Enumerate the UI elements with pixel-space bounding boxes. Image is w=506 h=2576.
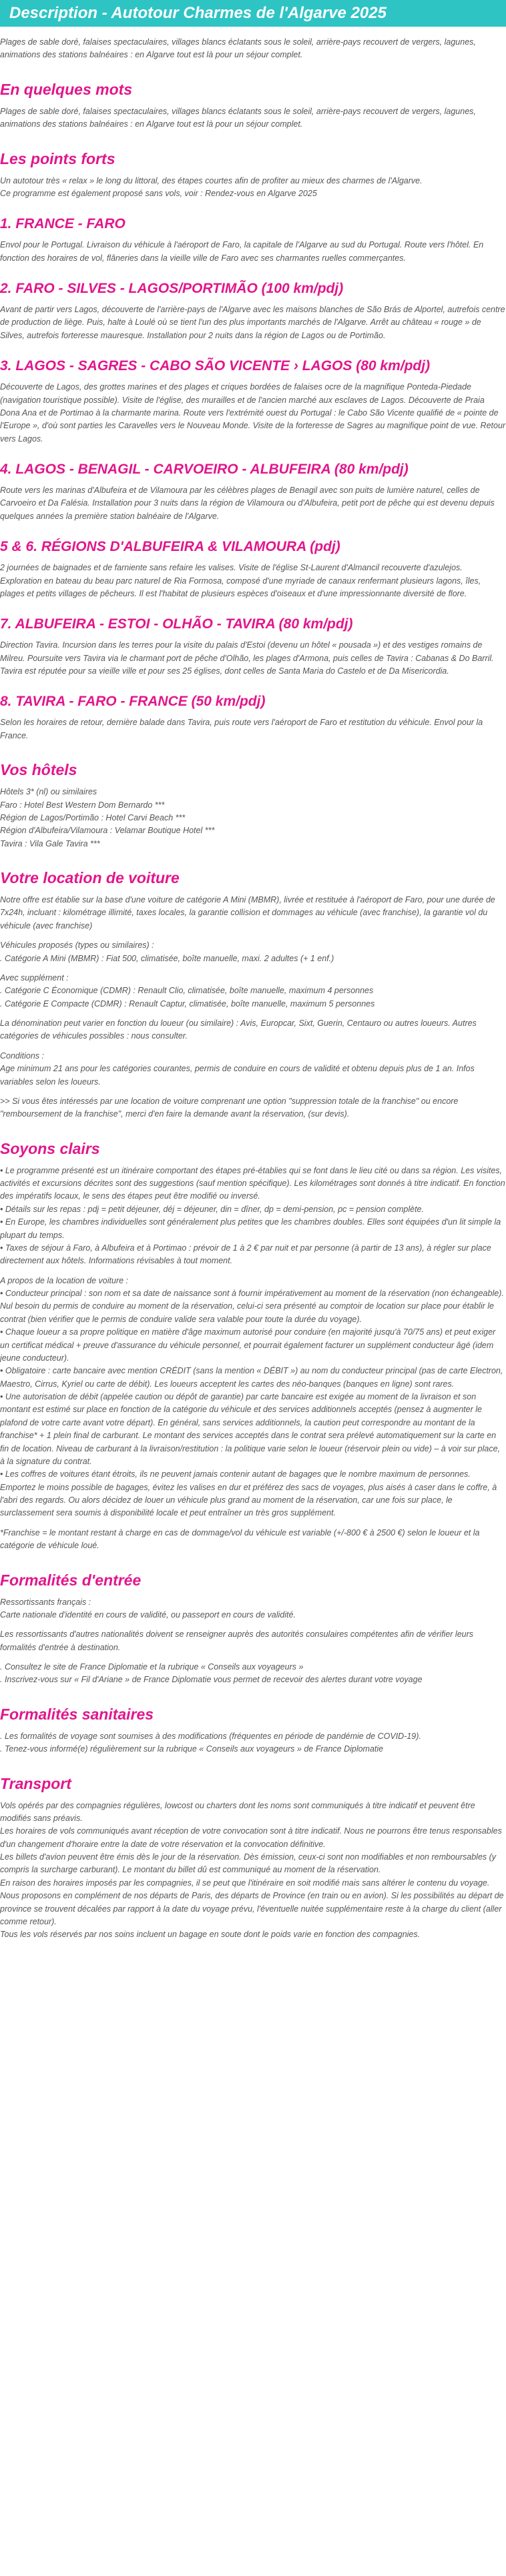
entry-paragraph	[0, 1596, 506, 1622]
transport-line: Tous les vols réservés par nos soins incluent un bagage en soute dont le poids varie en fonction des compagnies.	[0, 1930, 421, 1940]
day-heading: 3. LAGOS - SAGRES - CABO SÃO VICENTE › LAGOS (80 km/pdj)	[0, 358, 431, 374]
day-heading: 1. FRANCE - FARO	[0, 216, 125, 232]
car-heading: Votre location de voiture	[0, 869, 180, 886]
health-heading: Formalités sanitaires	[0, 1705, 154, 1723]
health-paragraph	[0, 1730, 506, 1756]
page-title: Description - Autotour Charmes de l'Algarve 2025	[9, 4, 387, 22]
car-line: Avec supplément :	[0, 973, 69, 983]
hotel-line: Région de Lagos/Portimão : Hotel Carvi Beach ***	[0, 812, 186, 822]
transport-line: Vols opérés par des compagnies régulières, lowcost ou charters dont les noms sont communiqués à titre indicatif et peuvent être modifiés sans préavis.	[0, 1800, 475, 1823]
notes-paragraph	[0, 1165, 506, 1268]
notes-heading: Soyons clairs	[0, 1139, 100, 1157]
entry-line: Ressortissants français :	[0, 1597, 91, 1607]
transport-line: Nous proposons en complément de nos départs de Paris, des départs de Province (en train ou en avion). Si les possibilités au départ de province se trouvent décalées par rapport à la date du voyage prévu, l'éventuelle nuitée supplémentaire reste à la charge du client (aller comme retour).	[0, 1891, 504, 1926]
health-line: . Les formalités de voyage sont soumises à des modifications (fréquentes en période de pandémie de COVID-19).	[0, 1731, 421, 1741]
summary-section	[0, 81, 506, 131]
day-heading: 2. FARO - SILVES - LAGOS/PORTIMÃO (100 km/pdj)	[0, 281, 344, 296]
entry-line: . Consultez le site de France Diplomatie et la rubrique « Conseils aux voyageurs »	[0, 1662, 304, 1672]
hotel-line: Région d'Albufeira/Vilamoura : Velamar Boutique Hotel ***	[0, 826, 215, 836]
car-line: . Catégorie E Compacte (CDMR) : Renault Captur, climatisée, boîte manuelle, maximum 5 personnes	[0, 999, 375, 1009]
notes-line: • Chaque loueur a sa propre politique en matière d'âge maximum autorisé pour conduire (en majorité jusqu'à 70/75 ans) et peut exiger un certificat médical + preuve d'assurance du véhicule personnel, et pourrait également facturer un supplément conducteur âgé (idem jeune conducteur).	[0, 1327, 496, 1363]
notes-line: • Détails sur les repas : pdj = petit déjeuner, déj = déjeuner, din = dîner, dp = demi-pension, pc = pension complète.	[0, 1204, 424, 1214]
car-paragraph	[0, 1050, 506, 1089]
day-heading: 5 & 6. RÉGIONS D'ALBUFEIRA & VILAMOURA (pdj)	[0, 539, 340, 555]
car-paragraph: Notre offre est établie sur la base d'une voiture de catégorie A Mini (MBMR), livrée et restituée à l'aéroport de Faro, pour une durée de 7x24h, incluant : kilométrage illimité, taxes locales, la garantie collision et dommages au véhicule (avec franchise), la garantie vol du véhicule (avec franchise)	[0, 895, 495, 930]
day-section	[0, 216, 506, 265]
car-line: Véhicules proposés (types ou similaires) :	[0, 940, 154, 950]
day-text: Envol pour le Portugal. Livraison du véhicule à l'aéroport de Faro, la capitale de l'Algarve au sud du Portugal. Route vers l'hôtel. En fonction des horaires de vol, flâneries dans la vieille ville de Faro avec ses charmantes ruelles commerçantes.	[0, 240, 484, 263]
notes-paragraph: *Franchise = le montant restant à charge en cas de dommage/vol du véhicule est variable (+/-800 € à 2500 €) selon le loueur et la catégorie de véhicule loué.	[0, 1527, 480, 1551]
notes-line: • Taxes de séjour à Faro, à Albufeira et à Portimao : prévoir de 1 à 2 € par nuit et par personne (à partir de 13 ans), à régler sur place directement aux hôtels. Informations révisables à tout moment.	[0, 1243, 491, 1266]
notes-line: A propos de la location de voiture :	[0, 1275, 129, 1285]
entry-paragraph: Les ressortissants d'autres nationalités doivent se renseigner auprès des autorités consulaires compétentes afin de vérifier leurs formalités d'entrée à destination.	[0, 1630, 474, 1652]
car-paragraph: La dénomination peut varier en fonction du loueur (ou similaire) : Avis, Europcar, Sixt, Guerin, Centauro ou autres loueurs. Autres catégories de véhicules possibles : nous consulter.	[0, 1019, 477, 1041]
day-text: Avant de partir vers Lagos, découverte de l'arrière-pays de l'Algarve avec les maisons blanches de São Brás de Alportel, autrefois centre de production de liège. Puis, halte à Loulé où se tient l'un des plus importants marchés de l'Algarve. Arrêt au château « rouge » de Silves, autrefois forteresse mauresque. Installation pour 2 nuits dans la région de Lagos ou de Portimão.	[0, 305, 505, 340]
day-section	[0, 281, 506, 342]
hotel-line: Faro : Hotel Best Western Dom Bernardo ***	[0, 800, 165, 810]
day-section	[0, 616, 506, 678]
highlight-line: Un autotour très « relax » le long du littoral, des étapes courtes afin de profiter au mieux des charmes de l'Algarve.	[0, 175, 423, 185]
entry-paragraph	[0, 1661, 506, 1687]
car-line: Age minimum 21 ans pour les catégories courantes, permis de conduire en cours de validité et obtenu depuis plus de 1 an. Infos variables selon les loueurs.	[0, 1064, 475, 1087]
notes-paragraph	[0, 1275, 506, 1520]
hotels-heading: Vos hôtels	[0, 761, 77, 779]
summary-heading: En quelques mots	[0, 80, 133, 98]
notes-line: • Les coffres de voitures étant étroits, ils ne peuvent jamais contenir autant de bagages que le nombre maximum de personnes. Emportez le moins possible de bagages, évitez les valises en dur et préférez des sacs de voyages, plus aisés à caser dans le coffre, à l'abri des regards. Ou alors décidez de louer un véhicule plus grand au moment de la réservation, car une fois sur place, le surclassement sera soumis à disponibilité locale et peut entraîner un très gros supplément.	[0, 1469, 497, 1518]
entry-heading: Formalités d'entrée	[0, 1571, 142, 1589]
car-line: Conditions :	[0, 1051, 45, 1061]
transport-section	[0, 1775, 506, 1942]
day-text: Direction Tavira. Incursion dans les terres pour la visite du palais d'Estoi (devenu un hôtel « pousada ») et des vestiges romains de Milreu. Poursuite vers Tavira via le charmant port de pêche d'Olhão, les plages d'Armona, puis celles de Tavira : Cabanas & Do Barril. Tavira est réputée pour sa vieille ville et pour ses 25 églises, dont celles de Santa Maria do Castelo et de Da Misericordia.	[0, 640, 494, 676]
day-heading: 4. LAGOS - BENAGIL - CARVOEIRO - ALBUFEIRA (80 km/pdj)	[0, 462, 409, 477]
highlights-heading: Les points forts	[0, 149, 115, 167]
intro-text: Plages de sable doré, falaises spectaculaires, villages blancs éclatants sous le soleil, arrière-pays recouvert de vergers, lagunes, animations des stations balnéaires : en Algarve tout est là pour un séjour complet.	[0, 37, 476, 60]
car-paragraph	[0, 972, 506, 1011]
health-section	[0, 1706, 506, 1756]
notes-line: • En Europe, les chambres individuelles sont généralement plus petites que les chambres doubles. Elles sont équipées d'un lit simple la plupart du temps.	[0, 1217, 501, 1240]
day-text: Découverte de Lagos, des grottes marines et des plages et criques bordées de falaises ocre de la magnifique Ponteda-Piedade (navigation touristique possible). Visite de l'église, des murailles et de l'ancien marché aux esclaves de Lagos. Découverte de Praia Dona Ana et de Portimao à la charmante marina. Route vers l'extrémité ouest du Portugal : le Cabo São Vicente qualifié de « pointe de l'Europe », d'où sont parties les Caravelles vers le Nouveau Monde. Visite de la forteresse de Sagres au magnifique point de vue. Retour vers Lagos.	[0, 382, 506, 444]
transport-paragraph	[0, 1800, 506, 1942]
car-line: . Catégorie C Économique (CDMR) : Renault Clio, climatisée, boîte manuelle, maximum 4 personnes	[0, 986, 374, 996]
transport-line: En raison des horaires imposés par les compagnies, il se peut que l'itinéraire en soit modifié mais sans altérer le contenu du voyage.	[0, 1878, 490, 1888]
transport-line: Les billets d'avion peuvent être émis dès le jour de la réservation. Dès émission, ceux-ci sont non modifiables et non remboursables (y compris la surcharge carburant). Le montant du billet dû est communiqué au moment de la réservation.	[0, 1852, 497, 1875]
notes-line: • Le programme présenté est un itinéraire comportant des étapes pré-établies qui se font dans le lieu cité ou dans sa région. Les visites, activités et excursions décrites sont des suggestions (sauf mention spécifique). Les kilométrages sont donnés à titre indicatif. En fonction des impératifs locaux, le sens des étapes peut être modifié ou inversé.	[0, 1165, 505, 1201]
day-section	[0, 539, 506, 600]
hotel-line: Tavira : Vila Gale Tavira ***	[0, 838, 100, 848]
car-line: . Catégorie A Mini (MBMR) : Fiat 500, climatisée, boîte manuelle, maxi. 2 adultes (+ 1 enf.)	[0, 953, 334, 963]
day-text: Selon les horaires de retour, dernière balade dans Tavira, puis route vers l'aéroport de Faro et restitution du véhicule. Envol pour la France.	[0, 718, 483, 740]
notes-line: • Une autorisation de débit (appelée caution ou dépôt de garantie) par carte bancaire est exigée au moment de la livraison et son montant est estimé sur place en fonction de la catégorie du véhicule et des services additionnels acceptés (pensez à augmenter le plafond de votre carte avant votre départ). En général, sans services additionnels, la caution peut correspondre au montant de la franchise* + 1 plein final de carburant. Le montant des services acceptés dans le contrat sera prélevé automatiquement sur la carte en fin de location. Niveau de carburant à la livraison/restitution : la politique varie selon le loueur (réservoir plein ou vide) – à voir sur place, à la signature du contrat.	[0, 1392, 501, 1466]
car-paragraph	[0, 939, 506, 965]
transport-line: Les horaires de vols communiqués avant réception de votre convocation sont à titre indicatif. Nous ne pourrons être tenus responsables d'un changement d'horaire entre la date de votre réservation et la convocation définitive.	[0, 1826, 502, 1849]
notes-line: • Conducteur principal : son nom et sa date de naissance sont à fournir impérativement au moment de la réservation (non échangeable). Nul besoin du permis de conduire au moment de la réservation, celui-ci sera présenté au comptoir de location sur place pour établir le contrat (bien vérifier que le permis de conduire valide sera valable pour toute la durée du voyage).	[0, 1289, 504, 1324]
day-text: Route vers les marinas d'Albufeira et de Vilamoura par les célèbres plages de Benagil avec son puits de lumière naturel, celles de Carvoeiro et Da Falésia. Installation pour 3 nuits dans la région de Vilamoura ou d'Albufeira, petit port de pêche qui est devenu depuis quelques années la première station balnéaire de l'Algarve.	[0, 486, 495, 521]
day-heading: 8. TAVIRA - FARO - FRANCE (50 km/pdj)	[0, 694, 266, 710]
highlights-section	[0, 150, 506, 201]
summary-text: Plages de sable doré, falaises spectaculaires, villages blancs éclatants sous le soleil, arrière-pays recouvert de vergers, lagunes, animations des stations balnéaires : en Algarve tout est là pour un séjour complet.	[0, 106, 476, 129]
notes-line: • Obligatoire : carte bancaire avec mention CRÉDIT (sans la mention « DÉBIT ») au nom du conducteur principal (pas de carte Electron, Maestro, Cirrus, Kyriel ou carte de débit). Les loueurs acceptent les cartes des néo-banques (banques en ligne) sont rares.	[0, 1366, 503, 1389]
highlights-text	[0, 175, 506, 201]
content	[0, 36, 506, 1942]
title-bar	[0, 0, 506, 27]
car-section	[0, 869, 506, 1121]
day-heading: 7. ALBUFEIRA - ESTOI - OLHÃO - TAVIRA (80 km/pdj)	[0, 616, 353, 632]
hotel-line: Hôtels 3* (nl) ou similaires	[0, 787, 97, 797]
transport-heading: Transport	[0, 1774, 71, 1792]
entry-section	[0, 1571, 506, 1687]
notes-section	[0, 1140, 506, 1553]
day-text: 2 journées de baignades et de farniente sans refaire les valises. Visite de l'église St-Laurent d'Almancil recouverte d'azulejos. Exploration en bateau du beau parc naturel de Ria Formosa, composé d'une myriade de canaux renfermant plusieurs lagons, îles, plages et petits villages de pêcheurs. Il est l'habitat de plusieurs espèces d'oiseaux et d'une impressionnante diversité de flore.	[0, 563, 481, 598]
hotels-section	[0, 761, 506, 850]
highlight-line: Ce programme est également proposé sans vols, voir : Rendez-vous en Algarve 2025	[0, 188, 317, 198]
entry-line: . Inscrivez-vous sur « Fil d'Ariane » de France Diplomatie vous permet de recevoir des alertes durant votre voyage	[0, 1675, 423, 1685]
day-section	[0, 358, 506, 446]
day-section	[0, 462, 506, 523]
health-line: . Tenez-vous informé(e) régulièrement sur la rubrique « Conseils aux voyageurs » de France Diplomatie	[0, 1744, 384, 1754]
entry-line: Carte nationale d'identité en cours de validité, ou passeport en cours de validité.	[0, 1609, 296, 1620]
car-paragraph: >> Si vous êtes intéressés par une location de voiture comprenant une option "suppression totale de la franchise" ou encore "remboursement de la franchise", merci d'en faire la demande avant la réservation, (sur devis).	[0, 1096, 459, 1119]
day-section	[0, 694, 506, 742]
hotels-list	[0, 786, 506, 850]
